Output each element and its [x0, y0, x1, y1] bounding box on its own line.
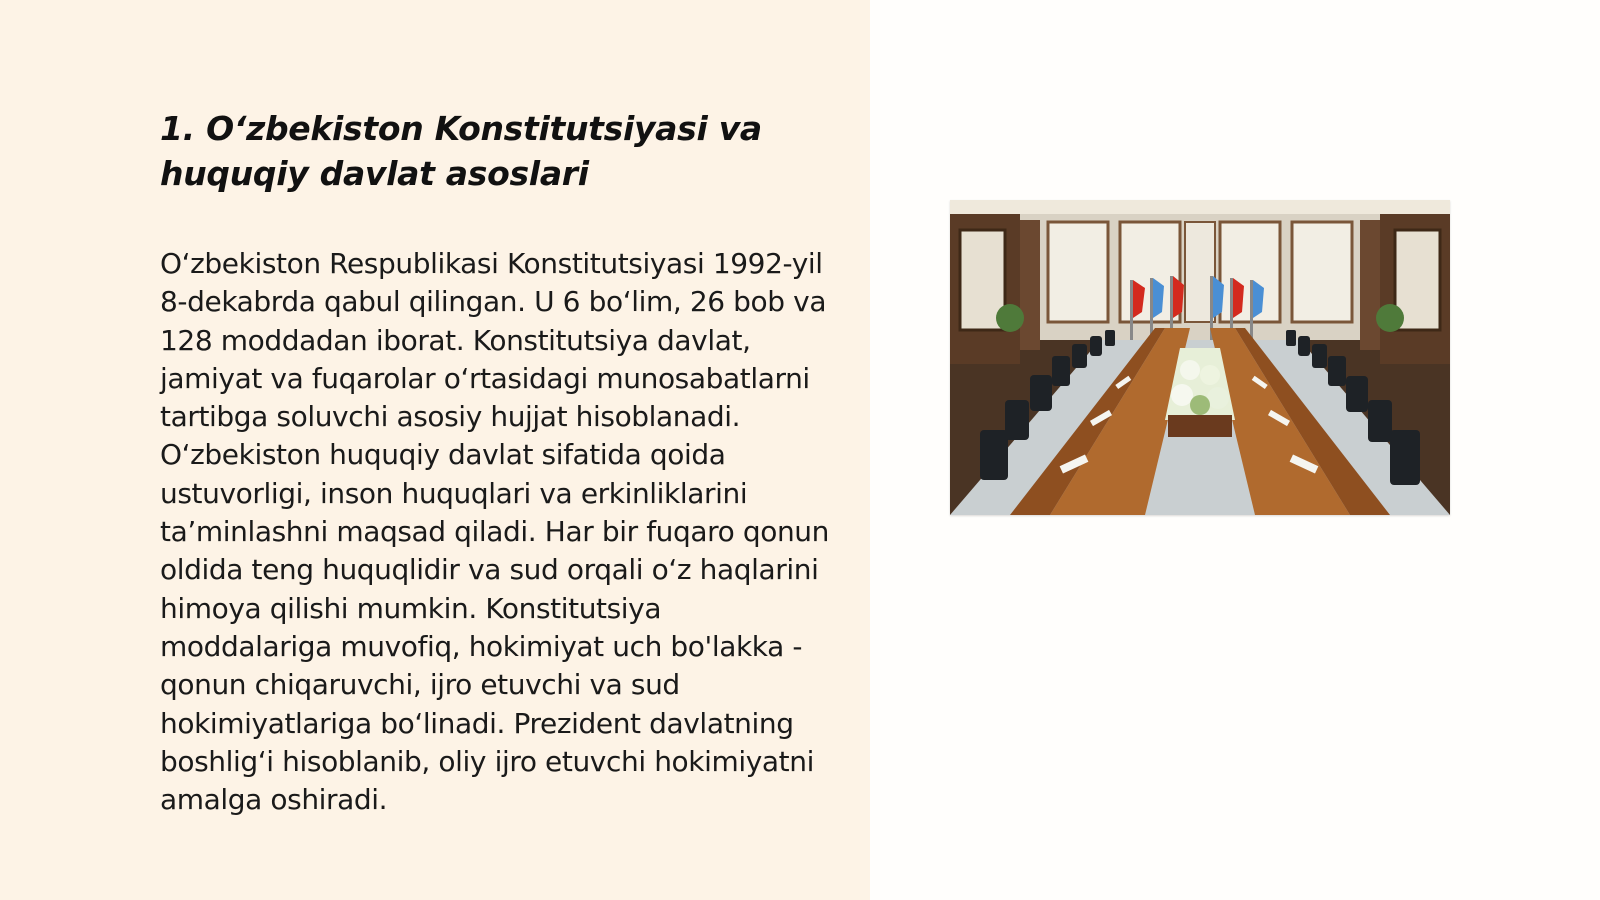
slide-body-text: O‘zbekiston Respublikasi Konstitutsiyasi 1992-yil 8-dekabrda qabul qilingan. U 6 bo‘lim, 26 bob va 128 moddadan iborat. Konstitutsiya davlat, jamiyat va fuqarolar o‘rtasidagi munosabatlarni tartibga soluvchi asosiy hujjat hisoblanadi. O‘zbekiston huquqiy davlat sifatida qoida ustuvorligi, inson huquqlari va erkinliklarini ta’minlashni maqsad qiladi. Har bir fuqaro qonun oldida teng huquqlidir va sud orqali o‘z haqlarini himoya qilishi mumkin. Konstitutsiya moddalariga muvofiq, hokimiyat uch bo'lakka - qonun chiqaruvchi, ijro etuvchi va sud hokimiyatlariga bo‘linadi. Prezident davlatning boshlig‘i hisoblanib, oliy ijro etuvchi hokimiyatni amalga oshiradi. [160, 247, 830, 817]
meeting-photo [950, 200, 1450, 515]
slide-title: 1. O‘zbekiston Konstitutsiyasi va huquqiy davlat asoslari [160, 109, 762, 193]
